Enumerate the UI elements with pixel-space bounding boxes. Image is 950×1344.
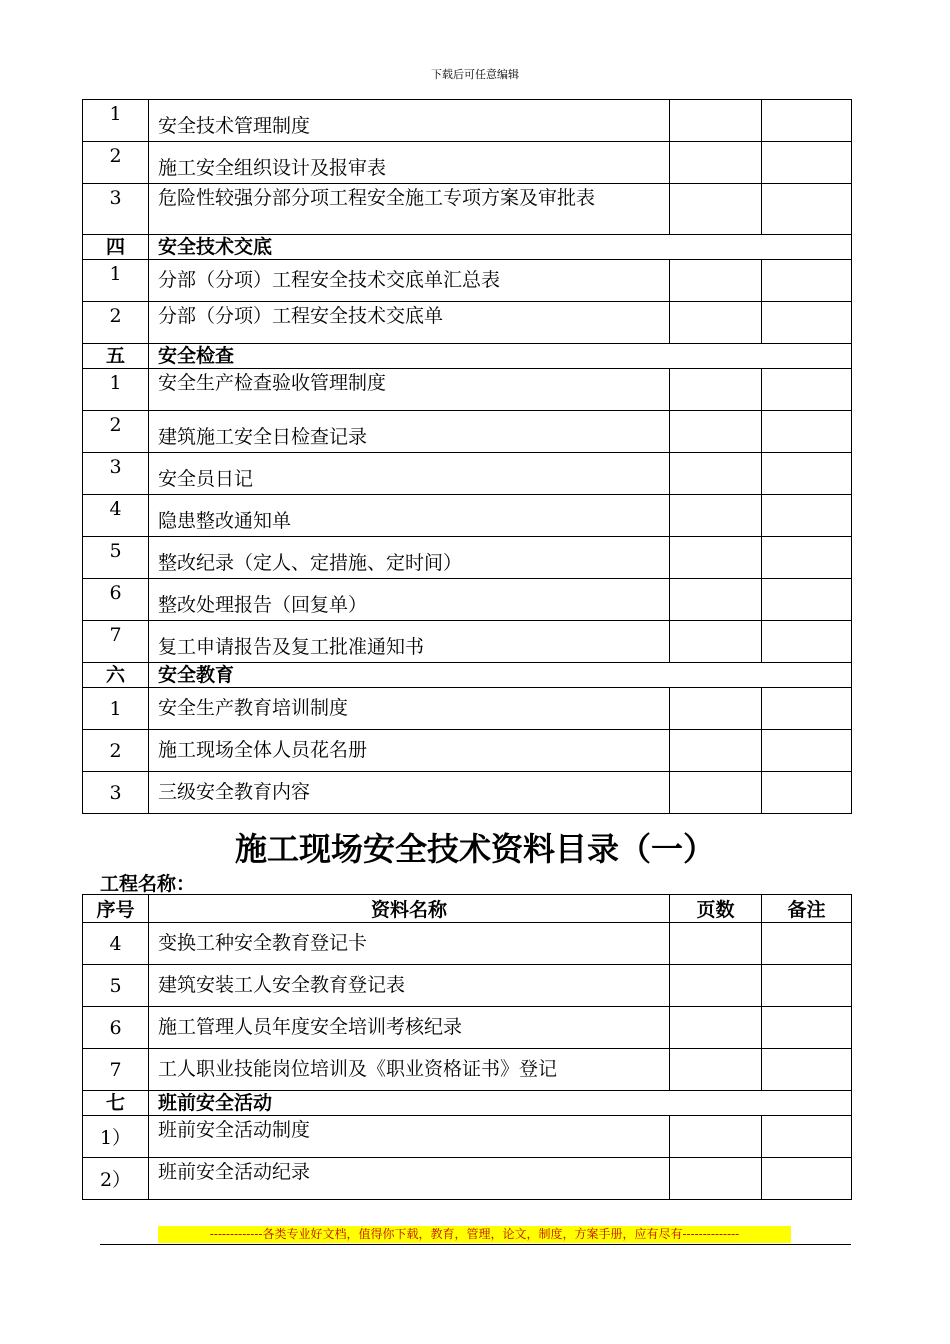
- pages-cell[interactable]: [670, 302, 762, 344]
- document-name: 分部（分项）工程安全技术交底单汇总表: [149, 260, 670, 302]
- header-pages: 页数: [670, 895, 762, 923]
- row-number: 3: [83, 453, 149, 495]
- row-number: 1: [83, 100, 149, 142]
- remarks-cell[interactable]: [762, 579, 852, 621]
- section-title: 安全检查: [149, 344, 852, 369]
- pages-cell[interactable]: [670, 621, 762, 663]
- row-number: 2: [83, 142, 149, 184]
- remarks-cell[interactable]: [762, 1049, 852, 1091]
- table-row: [83, 923, 852, 965]
- section-title: 安全教育: [149, 663, 852, 688]
- table-row: [83, 495, 852, 537]
- footer-note: -------------各类专业好文档，值得你下载，教育，管理，论文，制度，方案手册，应有尽有--------------: [158, 1226, 791, 1243]
- table-row: [83, 965, 852, 1007]
- table-row: [83, 621, 852, 663]
- table-row: [83, 1049, 852, 1091]
- remarks-cell[interactable]: [762, 1007, 852, 1049]
- document-title: 施工现场安全技术资料目录（一）: [234, 830, 715, 868]
- remarks-cell[interactable]: [762, 688, 852, 730]
- remarks-cell[interactable]: [762, 260, 852, 302]
- pages-cell[interactable]: [670, 579, 762, 621]
- row-number: 4: [83, 923, 149, 965]
- section-row: [83, 663, 852, 688]
- pages-cell[interactable]: [670, 965, 762, 1007]
- table-row: [83, 1116, 852, 1158]
- pages-cell[interactable]: [670, 1116, 762, 1158]
- remarks-cell[interactable]: [762, 772, 852, 814]
- remarks-cell[interactable]: [762, 369, 852, 411]
- row-number: 5: [83, 965, 149, 1007]
- pages-cell[interactable]: [670, 730, 762, 772]
- section-number: 四: [83, 235, 149, 260]
- table-row: [83, 537, 852, 579]
- section-number: 五: [83, 344, 149, 369]
- pages-cell[interactable]: [670, 1007, 762, 1049]
- row-number: 3: [83, 184, 149, 235]
- document-name: 安全技术管理制度: [149, 100, 670, 142]
- remarks-cell[interactable]: [762, 965, 852, 1007]
- remarks-cell[interactable]: [762, 1116, 852, 1158]
- section-row: [83, 1091, 852, 1116]
- pages-cell[interactable]: [670, 1158, 762, 1200]
- pages-cell[interactable]: [670, 369, 762, 411]
- pages-cell[interactable]: [670, 772, 762, 814]
- document-name: 班前安全活动制度: [149, 1116, 670, 1158]
- remarks-cell[interactable]: [762, 411, 852, 453]
- table-row: [83, 1007, 852, 1049]
- document-name: 变换工种安全教育登记卡: [149, 923, 670, 965]
- section-row: [83, 344, 852, 369]
- table-row: [83, 100, 852, 142]
- table-row: [83, 302, 852, 344]
- remarks-cell[interactable]: [762, 730, 852, 772]
- document-name: 建筑施工安全日检查记录: [149, 411, 670, 453]
- row-number: 2）: [83, 1158, 149, 1200]
- table-row: [83, 453, 852, 495]
- row-number: 4: [83, 495, 149, 537]
- document-name: 安全生产教育培训制度: [149, 688, 670, 730]
- pages-cell[interactable]: [670, 453, 762, 495]
- row-number: 2: [83, 302, 149, 344]
- row-number: 1: [83, 369, 149, 411]
- document-name: 复工申请报告及复工批准通知书: [149, 621, 670, 663]
- section-number: 七: [83, 1091, 149, 1116]
- catalog-table: [82, 894, 852, 1200]
- remarks-cell[interactable]: [762, 100, 852, 142]
- header-seq: 序号: [83, 895, 149, 923]
- document-name: 班前安全活动纪录: [149, 1158, 670, 1200]
- section-title: 班前安全活动: [149, 1091, 852, 1116]
- row-number: 1: [83, 688, 149, 730]
- section-row: [83, 235, 852, 260]
- remarks-cell[interactable]: [762, 1158, 852, 1200]
- header-remarks: 备注: [762, 895, 852, 923]
- table-row: [83, 411, 852, 453]
- remarks-cell[interactable]: [762, 923, 852, 965]
- pages-cell[interactable]: [670, 142, 762, 184]
- row-number: 6: [83, 579, 149, 621]
- document-name: 工人职业技能岗位培训及《职业资格证书》登记: [149, 1049, 670, 1091]
- table-row: [83, 688, 852, 730]
- table-header-row: [83, 895, 852, 923]
- table-row: [83, 579, 852, 621]
- pages-cell[interactable]: [670, 537, 762, 579]
- document-name: 安全员日记: [149, 453, 670, 495]
- remarks-cell[interactable]: [762, 537, 852, 579]
- header-note: 下载后可任意编辑: [431, 68, 519, 81]
- document-name: 安全生产检查验收管理制度: [149, 369, 670, 411]
- document-name: 施工安全组织设计及报审表: [149, 142, 670, 184]
- pages-cell[interactable]: [670, 411, 762, 453]
- row-number: 1: [83, 260, 149, 302]
- document-name: 三级安全教育内容: [149, 772, 670, 814]
- pages-cell[interactable]: [670, 1049, 762, 1091]
- remarks-cell[interactable]: [762, 495, 852, 537]
- document-name: 施工现场全体人员花名册: [149, 730, 670, 772]
- table-row: [83, 369, 852, 411]
- table-row: [83, 184, 852, 235]
- table-row: [83, 1158, 852, 1200]
- remarks-cell[interactable]: [762, 142, 852, 184]
- pages-cell[interactable]: [670, 688, 762, 730]
- row-number: 2: [83, 730, 149, 772]
- header-name: 资料名称: [149, 895, 670, 923]
- remarks-cell[interactable]: [762, 302, 852, 344]
- footer-divider: [100, 1244, 851, 1245]
- pages-cell[interactable]: [670, 260, 762, 302]
- pages-cell[interactable]: [670, 495, 762, 537]
- document-name: 整改处理报告（回复单）: [149, 579, 670, 621]
- document-name: 建筑安装工人安全教育登记表: [149, 965, 670, 1007]
- project-name-label: 工程名称：: [100, 873, 196, 895]
- pages-cell[interactable]: [670, 100, 762, 142]
- row-number: 6: [83, 1007, 149, 1049]
- table-row: [83, 142, 852, 184]
- row-number: 3: [83, 772, 149, 814]
- remarks-cell[interactable]: [762, 184, 852, 235]
- table-row: [83, 772, 852, 814]
- document-name: 危险性较强分部分项工程安全施工专项方案及审批表: [149, 184, 670, 235]
- pages-cell[interactable]: [670, 184, 762, 235]
- row-number: 7: [83, 1049, 149, 1091]
- remarks-cell[interactable]: [762, 453, 852, 495]
- row-number: 2: [83, 411, 149, 453]
- remarks-cell[interactable]: [762, 621, 852, 663]
- row-number: 1）: [83, 1116, 149, 1158]
- document-name: 分部（分项）工程安全技术交底单: [149, 302, 670, 344]
- pages-cell[interactable]: [670, 923, 762, 965]
- row-number: 7: [83, 621, 149, 663]
- document-name: 施工管理人员年度安全培训考核纪录: [149, 1007, 670, 1049]
- document-name: 整改纪录（定人、定措施、定时间）: [149, 537, 670, 579]
- section-title: 安全技术交底: [149, 235, 852, 260]
- table-row: [83, 260, 852, 302]
- row-number: 5: [83, 537, 149, 579]
- table-row: [83, 730, 852, 772]
- document-name: 隐患整改通知单: [149, 495, 670, 537]
- catalog-table-continued: [82, 99, 852, 814]
- section-number: 六: [83, 663, 149, 688]
